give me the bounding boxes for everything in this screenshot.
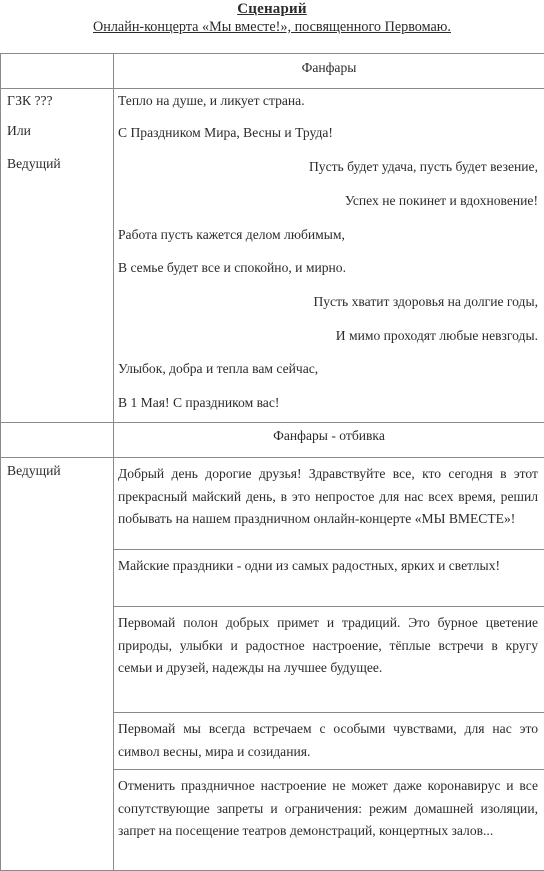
paragraph-text: Добрый день дорогие друзья! Здравствуйте все, кто сегодня в этот прекрасный майский день, в это непростое для нас всех время, решил побывать на нашем праздничном онлайн-концерте «МЫ ВМЕСТЕ»! <box>114 458 544 535</box>
speaker-cell <box>1 54 114 89</box>
fanfare-cell <box>114 54 544 89</box>
paragraph-text: Первомай полон добрых примет и традиций. Это бурное цветение природы, улыбки и радостное настроение, тёплые встречи в кругу семьи и друзей, надежды на лучшее будущее. <box>114 607 544 684</box>
poem-line: Работа пусть кажется делом любимым, <box>114 218 544 251</box>
document-subtitle: Онлайн-концерта «Мы вместе!», посвященного Первомаю. <box>0 19 544 36</box>
paragraph-cell <box>114 607 544 713</box>
paragraph-cell <box>114 770 544 871</box>
poem-line: В семье будет все и спокойно, и мирно. <box>114 251 544 284</box>
poem-line: Пусть хватит здоровья на долгие годы, <box>114 284 544 317</box>
speaker-cell <box>1 423 114 458</box>
paragraph-text: Отменить праздничное настроение не может даже коронавирус и все сопутствующие запреты и ограничения: режим домашней изоляции, запрет на посещение театров демонстраций, концертных залов... <box>114 770 544 847</box>
paragraph-cell <box>114 713 544 770</box>
table-row <box>1 423 544 458</box>
fanfare-label: Фанфары <box>114 54 544 88</box>
poem-line: Пусть будет удача, пусть будет везение, <box>114 152 544 185</box>
speaker-label: Ведущий <box>7 152 113 185</box>
poem-line: Успех не покинет и вдохновение! <box>114 185 544 218</box>
poem-line: В 1 Мая! С праздником вас! <box>114 383 544 422</box>
paragraph-cell <box>114 550 544 607</box>
speaker-label: ГЗК ??? <box>7 89 113 119</box>
poem-line: И мимо проходят любые невзгоды. <box>114 317 544 350</box>
script-table <box>0 53 544 871</box>
table-row <box>1 54 544 89</box>
poem-line: Улыбок, добра и тепла вам сейчас, <box>114 350 544 383</box>
table-row <box>1 458 544 550</box>
fanfare-break-label: Фанфары - отбивка <box>114 423 544 457</box>
paragraph-text: Майские праздники - одни из самых радостных, ярких и светлых! <box>114 550 544 582</box>
speaker-label: Ведущий <box>7 458 113 482</box>
poem-cell <box>114 89 544 423</box>
table-row <box>1 89 544 423</box>
poem-line: С Праздником Мира, Весны и Труда! <box>114 119 544 152</box>
paragraph-text: Первомай мы всегда встречаем с особыми чувствами, для нас это символ весны, мира и созидания. <box>114 713 544 767</box>
poem-line: Тепло на душе, и ликует страна. <box>114 89 544 119</box>
speaker-label: Или <box>7 119 113 152</box>
paragraph-cell <box>114 458 544 550</box>
speaker-cell <box>1 89 114 423</box>
fanfare-break-cell <box>114 423 544 458</box>
speaker-cell <box>1 458 114 871</box>
document-title: Сценарий <box>0 1 544 18</box>
